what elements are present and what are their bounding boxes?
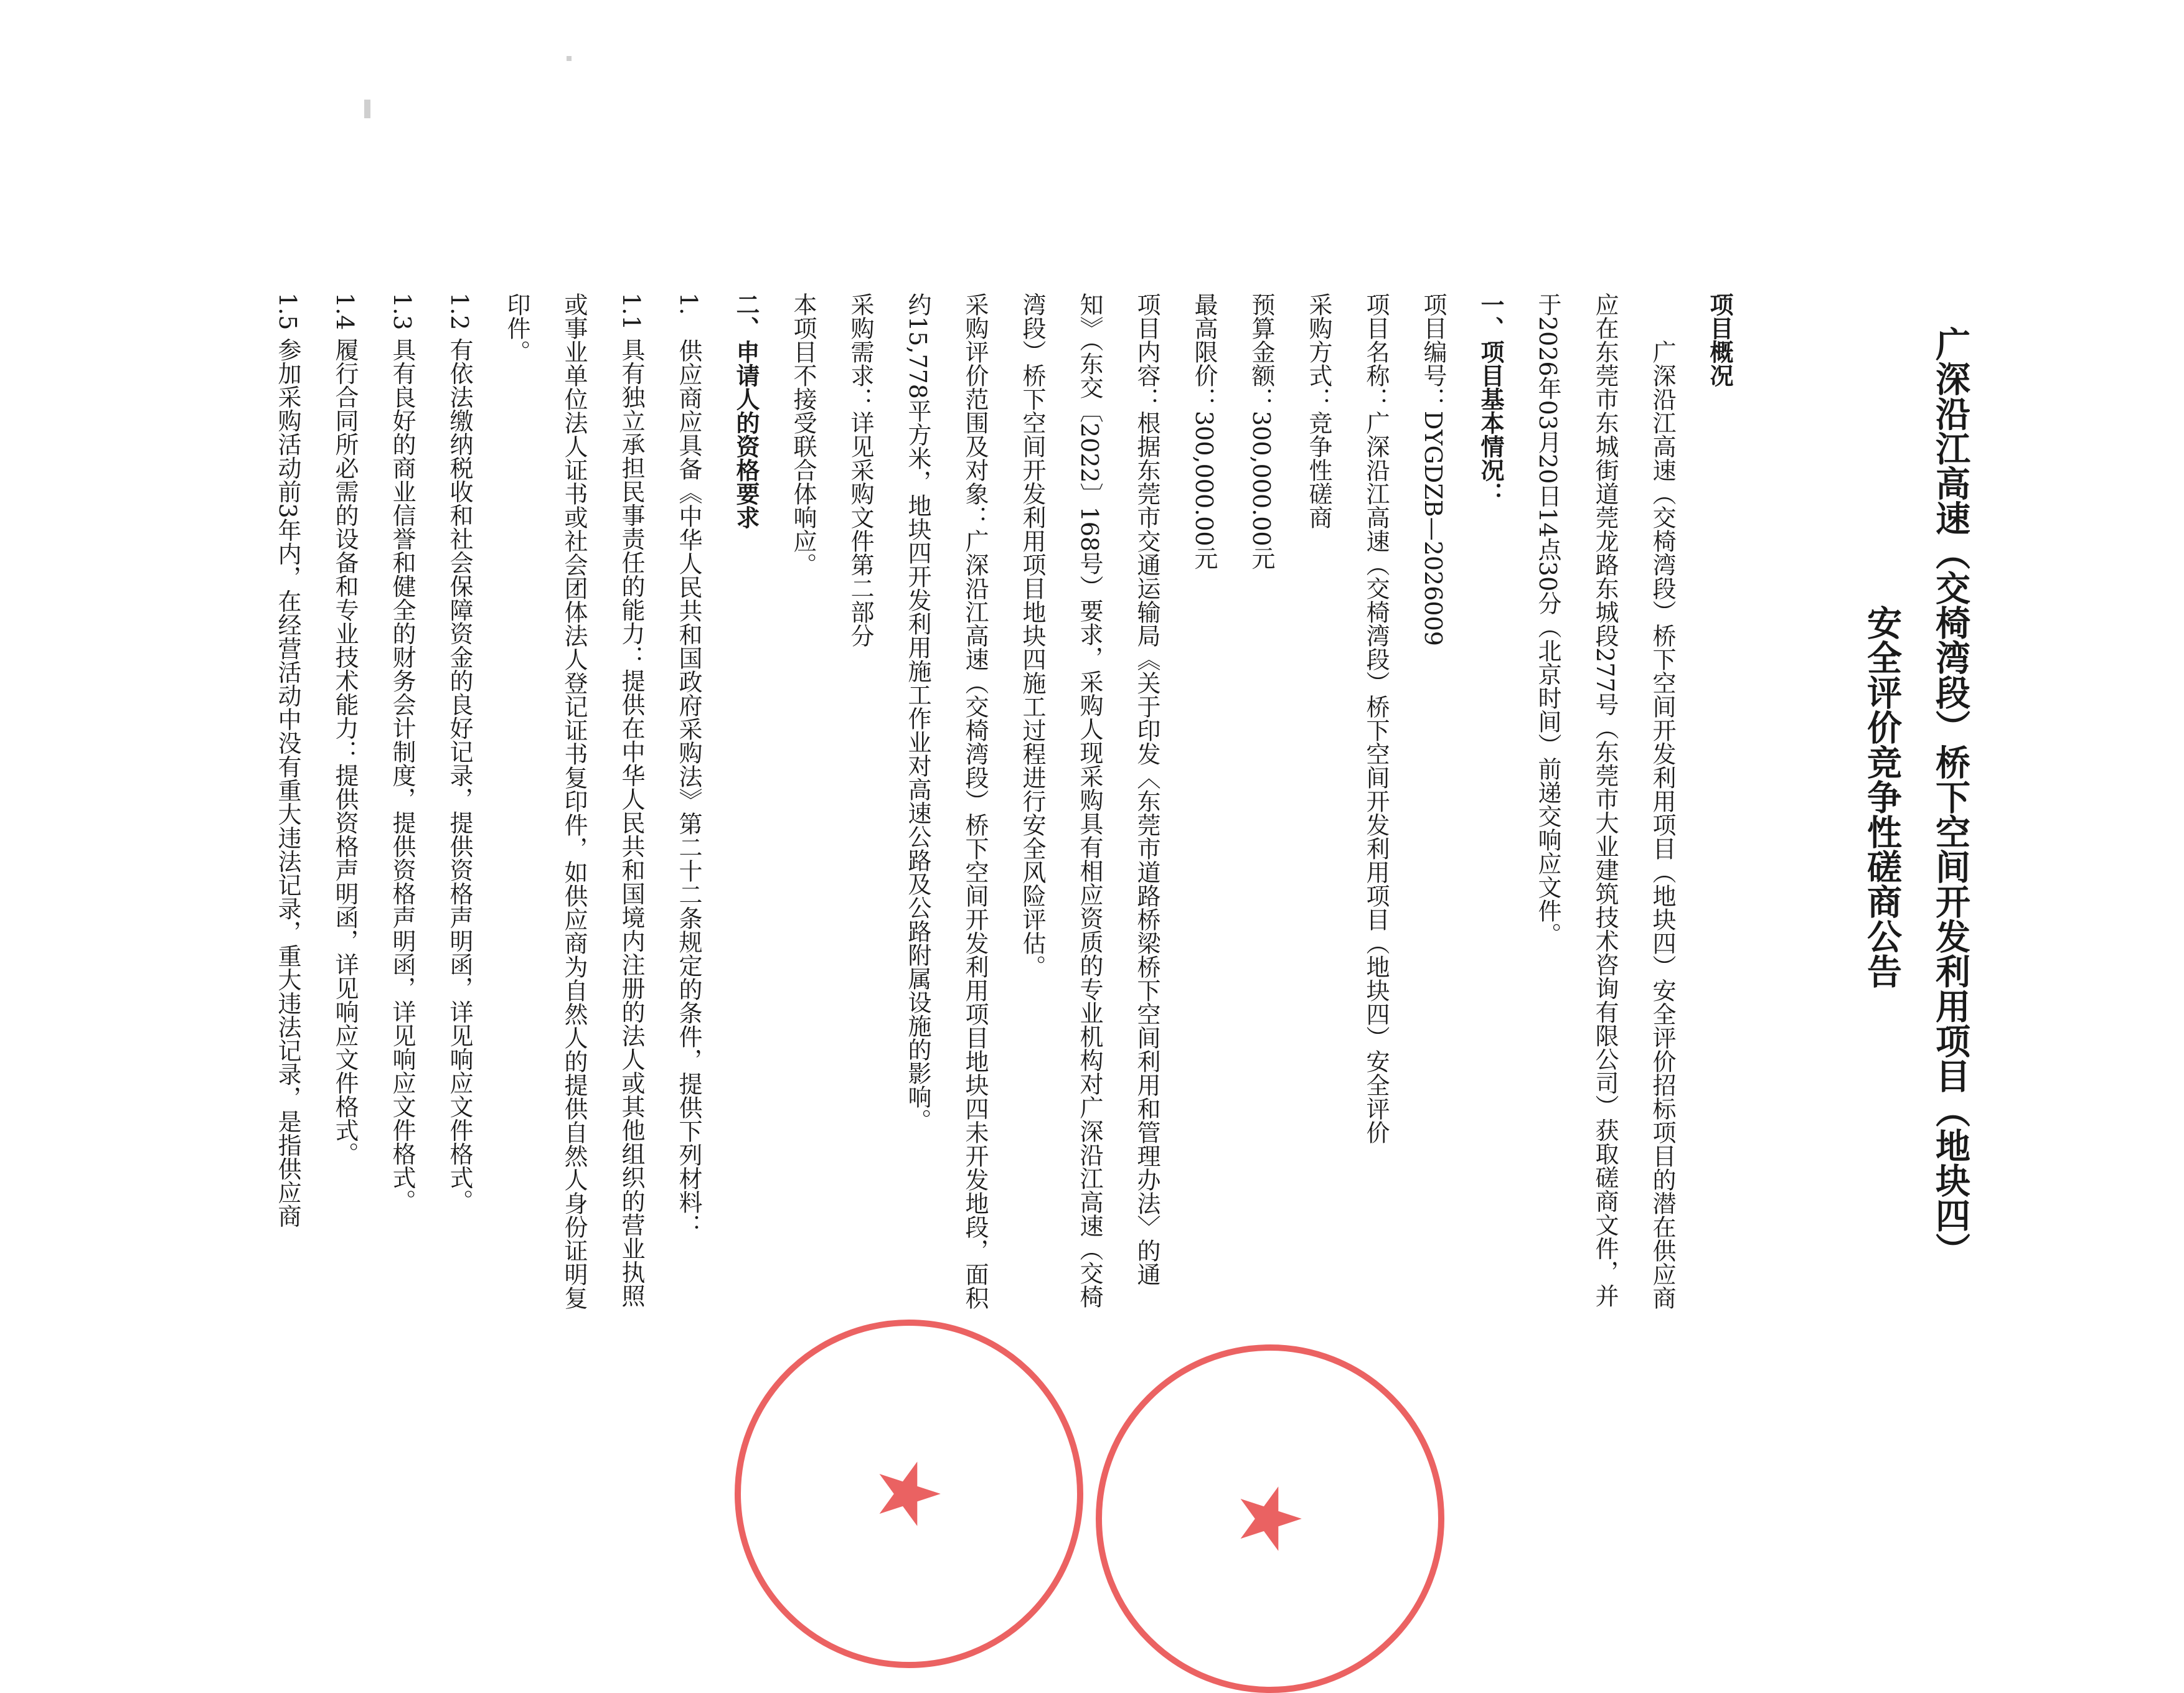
requirement-1-1: 1.1 具有独立承担民事责任的能力：提供在中华人民共和国境内注册的法人或其他组织的营业执照或事业单位法人证书或社会团体法人登记证书复印件，如供应商为自然人的提供自然人身份证明复印件。 (503, 293, 645, 1310)
evaluation-scope: 采购评价范围及对象：广深沿江高速（交椅湾段）桥下空间开发利用项目地块四未开发地段，面积约15,778平方米，地块四开发利用施工作业对高速公路及公路附属设施的影响。 (904, 293, 989, 1310)
max-price: 最高限价：300,000.00元 (1190, 293, 1218, 570)
document-body (259, 293, 1748, 1320)
section-1-heading: 一、项目基本情况： (1477, 293, 1505, 505)
document-title (1848, 199, 1985, 1394)
seal-star-icon: ★ (1226, 1485, 1314, 1552)
requirement-1: 1. 供应商应具备《中华人民共和国政府采购法》第二十二条规定的条件，提供下列材料： (675, 293, 702, 1238)
project-content: 项目内容：根据东莞市交通运输局《关于印发〈东莞市道路桥梁桥下空间利用和管理办法〉的通知》（东交〔2022〕168号）要求，采购人现采购具有相应资质的专业机构对广深沿江高速（交椅湾段）桥下空间开发利用项目地块四施工过程进行安全风险评估。 (1019, 293, 1160, 1309)
requirement-1-4: 1.4 履行合同所必需的设备和专业技术能力：提供资格声明函，详见响应文件格式。 (331, 293, 359, 1166)
scan-mark (567, 56, 572, 61)
procurement-method: 采购方式：竞争性磋商 (1305, 293, 1332, 529)
title-line-1: 广深沿江高速（交椅湾段）桥下空间开发利用项目（地块四） (1930, 326, 1971, 1267)
budget-amount: 预算金额：300,000.00元 (1248, 293, 1275, 570)
project-code: 项目编号：DYGDZB—2026009 (1419, 293, 1447, 646)
consortium-note: 本项目不接受联合体响应。 (789, 293, 817, 576)
project-name: 项目名称：广深沿江高速（交椅湾段）桥下空间开发利用项目（地块四）安全评价 (1362, 293, 1390, 1144)
official-seal-procurer (735, 1320, 1083, 1668)
procurement-needs: 采购需求：详见采购文件第二部分 (847, 293, 874, 647)
section-2-heading: 二、申请人的资格要求 (732, 293, 760, 529)
title-line-2: 安全评价竞争性磋商公告 (1862, 605, 1903, 988)
scan-mark (364, 100, 370, 118)
requirement-1-2: 1.2 有依法缴纳税收和社会保障资金的良好记录，提供资格声明函，详见响应文件格式。 (446, 293, 473, 1213)
overview-heading: 项目概况 (1706, 293, 1734, 387)
requirement-1-5: 1.5 参加采购活动前3年内，在经营活动中没有重大违法记录，重大违法记录，是指供应商 (274, 293, 301, 1228)
overview-paragraph: 广深沿江高速（交椅湾段）桥下空间开发利用项目（地块四）安全评价招标项目的潜在供应商应在东莞市东城街道莞龙路东城段277号（东莞市大业建筑技术咨询有限公司）获取磋商文件，并于2026年03月20日14点30分（北京时间）前递交响应文件。 (1534, 293, 1676, 1310)
seal-star-icon: ★ (865, 1460, 953, 1527)
official-seal-agency (1096, 1344, 1444, 1693)
requirement-1-3: 1.3 具有良好的商业信誉和健全的财务会计制度，提供资格声明函，详见响应文件格式。 (388, 293, 416, 1213)
